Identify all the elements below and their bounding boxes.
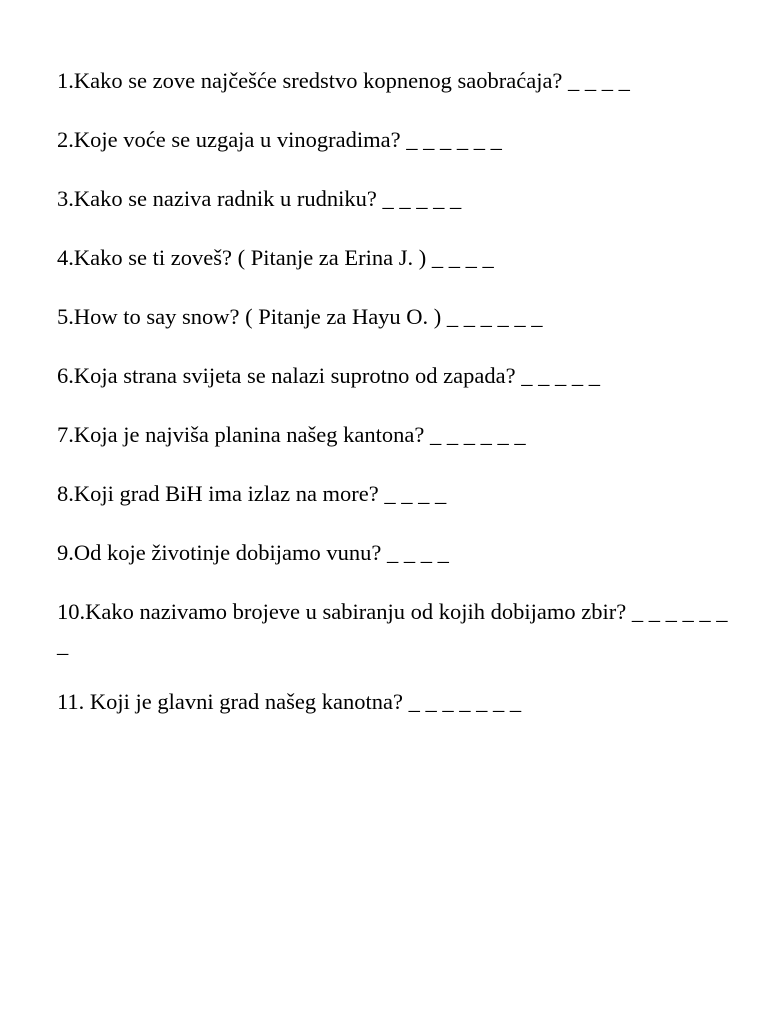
question-list xyxy=(57,64,737,744)
question-5: 5.How to say snow? ( Pitanje za Hayu O. ) _ _ _ _ _ _ xyxy=(57,304,543,329)
question-3: 3.Kako se naziva radnik u rudniku? _ _ _ _ _ xyxy=(57,186,462,211)
question-8: 8.Koji grad BiH ima izlaz na more? _ _ _ _ xyxy=(57,481,447,506)
question-1: 1.Kako se zove najčešće sredstvo kopnenog saobraćaja? _ _ _ _ xyxy=(57,68,630,93)
question-7: 7.Koja je najviša planina našeg kantona? _ _ _ _ _ _ xyxy=(57,422,526,447)
question-9: 9.Od koje životinje dobijamo vunu? _ _ _ _ xyxy=(57,540,449,565)
question-11: 11. Koji je glavni grad našeg kanotna? _ _ _ _ _ _ _ xyxy=(57,689,522,714)
question-2: 2.Koje voće se uzgaja u vinogradima? _ _ _ _ _ _ xyxy=(57,127,502,152)
question-4: 4.Kako se ti zoveš? ( Pitanje za Erina J. ) _ _ _ _ xyxy=(57,245,494,270)
question-6: 6.Koja strana svijeta se nalazi suprotno od zapada? _ _ _ _ _ xyxy=(57,363,600,388)
question-10: 10.Kako nazivamo brojeve u sabiranju od kojih dobijamo zbir? _ _ _ _ _ _ _ xyxy=(57,599,728,657)
